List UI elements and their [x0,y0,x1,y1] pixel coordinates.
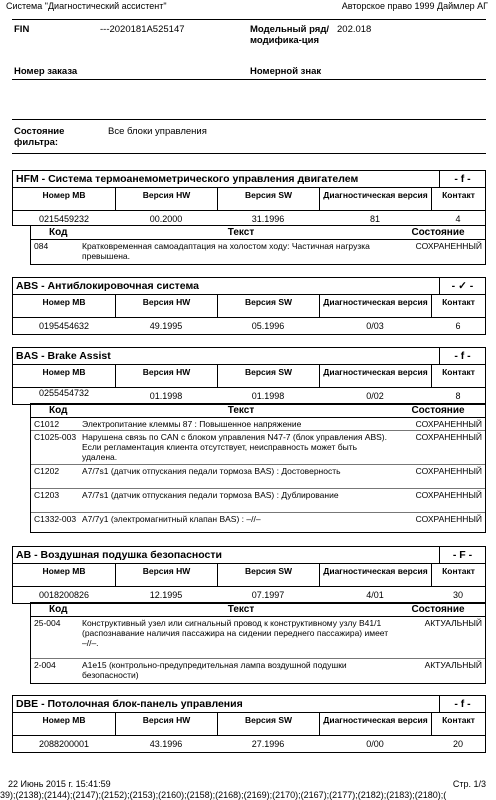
col-hw-version: Версия HW [115,365,217,387]
fault-row [31,240,485,264]
col-part-number: Номер MB [42,566,86,576]
hw-version: 49.1995 [149,321,183,331]
copyright-text: Авторское право 1999 Даймлер АГ [341,1,488,11]
hw-version: 00.2000 [149,214,183,224]
pin-number: 6 [455,321,461,331]
fault-state: СОХРАНЕННЫЙ [415,514,482,524]
part-number: 0018200826 [38,590,90,600]
fault-row [31,431,485,465]
module-title: HFM - Система термоанемометрического управления двигателем [16,173,359,185]
fault-code: 084 [34,241,49,251]
fault-state: СОХРАНЕННЫЙ [415,432,482,442]
filter-value: Все блоки управления [108,126,207,137]
col-pin: Контакт [431,188,485,210]
fault-state: СОХРАНЕННЫЙ [415,419,482,429]
module-abs [12,277,486,335]
module-status: - f - [439,171,485,187]
col-sw-version: Версия SW [217,713,319,735]
model-label: Модельный ряд/модифика-ция [250,24,330,46]
col-hw-version: Версия HW [115,295,217,317]
module-status: - f - [439,348,485,364]
fault-col-code: Код [49,405,68,416]
system-title: Система "Диагностический ассистент" [6,1,167,11]
fault-row [31,418,485,431]
hw-version: 12.1995 [149,590,183,600]
fin-label: FIN [14,24,30,35]
diag-version: 0/03 [366,321,384,331]
col-diag-version: Диагностическая версия [319,564,431,586]
col-diag-version: Диагностическая версия [319,188,431,210]
fault-col-text: Текст [227,405,255,416]
pin-number: 30 [452,590,463,600]
sw-version: 01.1998 [251,391,285,401]
fault-state: АКТУАЛЬНЫЙ [424,660,482,670]
module-title: DBE - Потолочная блок-панель управления [16,698,243,710]
fault-col-code: Код [49,227,68,238]
col-sw-version: Версия SW [217,295,319,317]
pin-number: 8 [455,391,461,401]
pin-number: 20 [452,739,463,749]
fault-state: СОХРАНЕННЫЙ [415,490,482,500]
fault-row [31,513,485,531]
sw-version: 31.1996 [251,214,285,224]
fault-col-text: Текст [227,604,255,615]
diag-version: 81 [369,214,380,224]
module-dbe [12,695,486,753]
fault-text: A7/7s1 (датчик отпускания педали тормоза BAS) : Достоверность [82,466,341,476]
fault-table [30,225,486,265]
col-pin: Контакт [431,365,485,387]
diag-version: 0/00 [366,739,384,749]
fault-row [31,489,485,513]
hw-version: 43.1996 [149,739,183,749]
col-diag-version: Диагностическая версия [319,365,431,387]
fault-table [30,403,486,533]
col-sw-version: Версия SW [217,188,319,210]
divider [12,153,486,154]
divider [12,79,486,80]
fault-row [31,465,485,489]
fault-text: A1e15 (контрольно-предупредительная лампа воздушной подушки безопасности) [82,660,347,680]
module-title: BAS - Brake Assist [16,350,111,362]
module-title: ABS - Антиблокировочная система [16,280,199,292]
module-title: AB - Воздушная подушка безопасности [16,549,222,561]
sw-version: 07.1997 [251,590,285,600]
col-pin: Контакт [431,713,485,735]
fault-col-state: Состояние [411,604,465,615]
fault-code: C1203 [34,490,60,500]
plate-number-label: Номерной знак [250,66,322,77]
fault-state: АКТУАЛЬНЫЙ [424,618,482,628]
col-part-number: Номер MB [42,190,86,200]
col-diag-version: Диагностическая версия [319,295,431,317]
fault-text: Нарушена связь по CAN с блоком управления N47-7 (блок управления ABS). Если регламентация клиента отсутствует, неисправность может быть удалена. [82,432,387,462]
col-hw-version: Версия HW [115,564,217,586]
col-diag-version: Диагностическая версия [319,713,431,735]
col-pin: Контакт [431,295,485,317]
module-hfm [12,170,486,226]
divider [12,19,486,20]
fault-code: 2-004 [34,660,56,670]
footer-date: 22 Июнь 2015 г. 15:41:59 [8,779,111,789]
fault-col-code: Код [49,604,68,615]
module-bas [12,347,486,405]
fault-text: A7/7s1 (датчик отпускания педали тормоза BAS) : Дублирование [82,490,339,500]
footer-page: Стр. 1/3 [452,779,486,789]
fault-row [31,659,485,683]
fault-col-text: Текст [227,227,255,238]
fault-code: C1332-003 [34,514,77,524]
fault-code: C1025-003 [34,432,77,442]
model-value: 202.018 [337,24,372,35]
fin-value: ---2020181A525147 [100,24,185,35]
fault-text: Электропитание клеммы 87 : Повышенное напряжение [82,419,302,429]
part-number: 0255454732 [38,388,90,398]
diag-version: 4/01 [366,590,384,600]
hw-version: 01.1998 [149,391,183,401]
module-status: - ✓ - [439,278,485,294]
col-part-number: Номер MB [42,297,86,307]
footer-codes: 39);(2138);(2144);(2147);(2152);(2153);(2160);(2158);(2168);(2169);(2170);(2167);(2177);(2182);(2183);(2180);( [0,790,447,800]
col-part-number: Номер MB [42,367,86,377]
order-number-label: Номер заказа [14,66,78,77]
fault-code: C1012 [34,419,60,429]
diag-version: 0/02 [366,391,384,401]
fault-text: Конструктивный узел или сигнальный провод к конструктивному узлу B41/1 (распознавание наличия пассажира на сидении переднего пассажира) имеет –//–. [82,618,389,648]
fault-row [31,617,485,659]
module-status: - f - [439,696,485,712]
fault-table [30,602,486,684]
col-sw-version: Версия SW [217,564,319,586]
col-pin: Контакт [431,564,485,586]
fault-text: A7/7y1 (электромагнитный клапан BAS) : –//– [82,514,261,524]
fault-col-state: Состояние [411,405,465,416]
fault-state: СОХРАНЕННЫЙ [415,241,482,251]
fault-state: СОХРАНЕННЫЙ [415,466,482,476]
part-number: 2088200001 [38,739,90,749]
pin-number: 4 [455,214,461,224]
sw-version: 27.1996 [251,739,285,749]
col-hw-version: Версия HW [115,188,217,210]
part-number: 0215459232 [38,214,90,224]
col-sw-version: Версия SW [217,365,319,387]
fault-text: Кратковременная самоадаптация на холостом ходу: Частичная нагрузка превышена. [82,241,370,261]
filter-label: Состояние фильтра: [14,126,65,148]
module-status: - F - [439,547,485,563]
fault-code: 25-004 [34,618,61,628]
module-ab [12,546,486,604]
divider [12,119,486,120]
fault-code: C1202 [34,466,60,476]
col-hw-version: Версия HW [115,713,217,735]
sw-version: 05.1996 [251,321,285,331]
part-number: 0195454632 [38,321,90,331]
col-part-number: Номер MB [42,715,86,725]
fault-col-state: Состояние [411,227,465,238]
